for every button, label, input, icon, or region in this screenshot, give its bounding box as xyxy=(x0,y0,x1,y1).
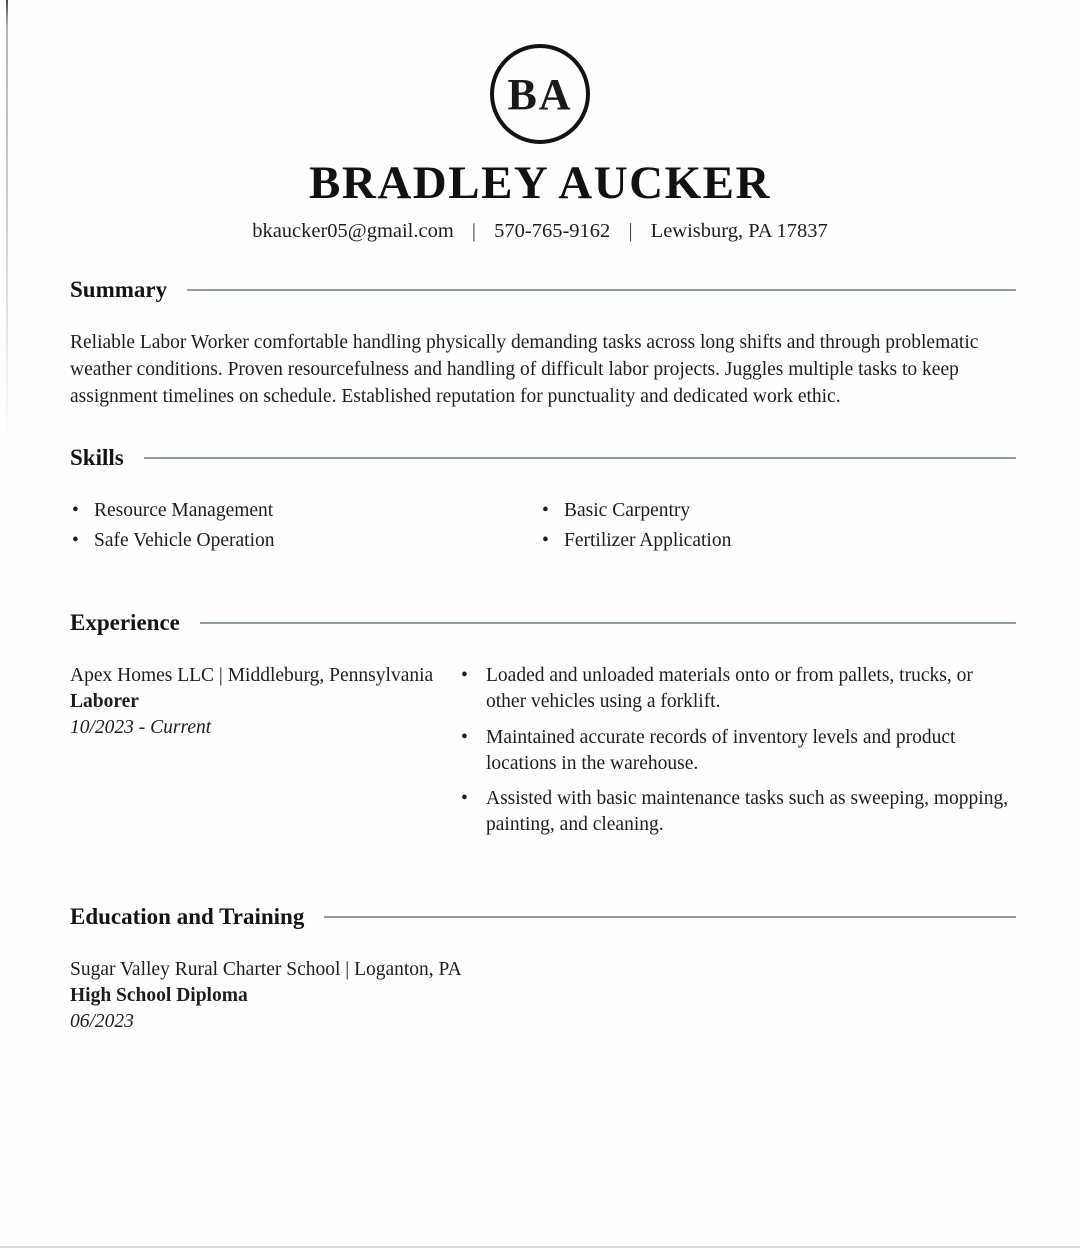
section-rule xyxy=(324,916,1016,918)
skills-column-left xyxy=(70,498,540,559)
section-rule xyxy=(200,622,1016,624)
monogram-badge xyxy=(490,44,590,144)
education-degree: High School Diploma xyxy=(70,985,248,1007)
education-school-location: Sugar Valley Rural Charter School | Loganton, PA xyxy=(70,958,462,980)
experience-bullet: • Assisted with basic maintenance tasks such as sweeping, mopping, painting, and cleaning. xyxy=(458,786,1016,837)
skills-column-right xyxy=(540,498,731,559)
contact-phone: 570-765-9162 xyxy=(494,220,611,242)
summary-text: Reliable Labor Worker comfortable handling physically demanding tasks across long shifts and through problematic weather conditions. Proven resourcefulness and handling of difficult labor projects. Juggles multiple tasks to keep assignment timelines on schedule. Established reputation for punctuality and dedicated work ethic. xyxy=(70,332,979,407)
section-education-header xyxy=(70,904,1016,930)
skill-item: • Fertilizer Application xyxy=(540,528,731,554)
section-heading-experience: Experience xyxy=(70,610,180,636)
contact-separator: | xyxy=(471,220,477,242)
contact-email: bkaucker05@gmail.com xyxy=(252,220,454,242)
skill-item: • Safe Vehicle Operation xyxy=(70,528,540,554)
candidate-name: BRADLEY AUCKER xyxy=(309,157,771,209)
experience-bullet: • Loaded and unloaded materials onto or from pallets, trucks, or other vehicles using a forklift. xyxy=(458,663,1016,714)
experience-dates: 10/2023 - Current xyxy=(70,716,212,738)
skill-item: • Basic Carpentry xyxy=(540,498,731,524)
experience-bullet-list xyxy=(458,663,1016,847)
section-heading-education: Education and Training xyxy=(70,903,305,929)
experience-entry xyxy=(70,663,1016,847)
contact-line xyxy=(0,220,1080,243)
section-education xyxy=(70,904,1016,1036)
section-experience xyxy=(70,610,1016,847)
section-heading-skills: Skills xyxy=(70,444,124,470)
education-entry xyxy=(70,957,1016,1036)
section-skills-header xyxy=(70,445,1016,471)
section-rule xyxy=(144,457,1016,459)
section-heading-summary: Summary xyxy=(70,277,168,302)
experience-bullet: • Maintained accurate records of inventory levels and product locations in the warehouse. xyxy=(458,725,1016,776)
section-summary xyxy=(70,277,1016,411)
section-summary-header xyxy=(70,277,1016,303)
experience-meta xyxy=(70,663,458,847)
monogram-initials: BA xyxy=(507,69,573,119)
section-experience-header xyxy=(70,610,1016,636)
section-skills xyxy=(70,445,1016,559)
education-dates: 06/2023 xyxy=(70,1011,134,1033)
contact-separator: | xyxy=(628,220,633,242)
skills-columns xyxy=(70,498,1016,559)
contact-location: Lewisburg, PA 17837 xyxy=(650,220,828,242)
section-rule xyxy=(187,289,1016,291)
scan-artifact-left-edge xyxy=(6,0,8,440)
experience-company-location: Apex Homes LLC | Middleburg, Pennsylvania xyxy=(70,665,434,687)
experience-job-title: Laborer xyxy=(70,691,139,713)
skill-item: • Resource Management xyxy=(70,498,540,524)
resume-header xyxy=(0,44,1080,243)
